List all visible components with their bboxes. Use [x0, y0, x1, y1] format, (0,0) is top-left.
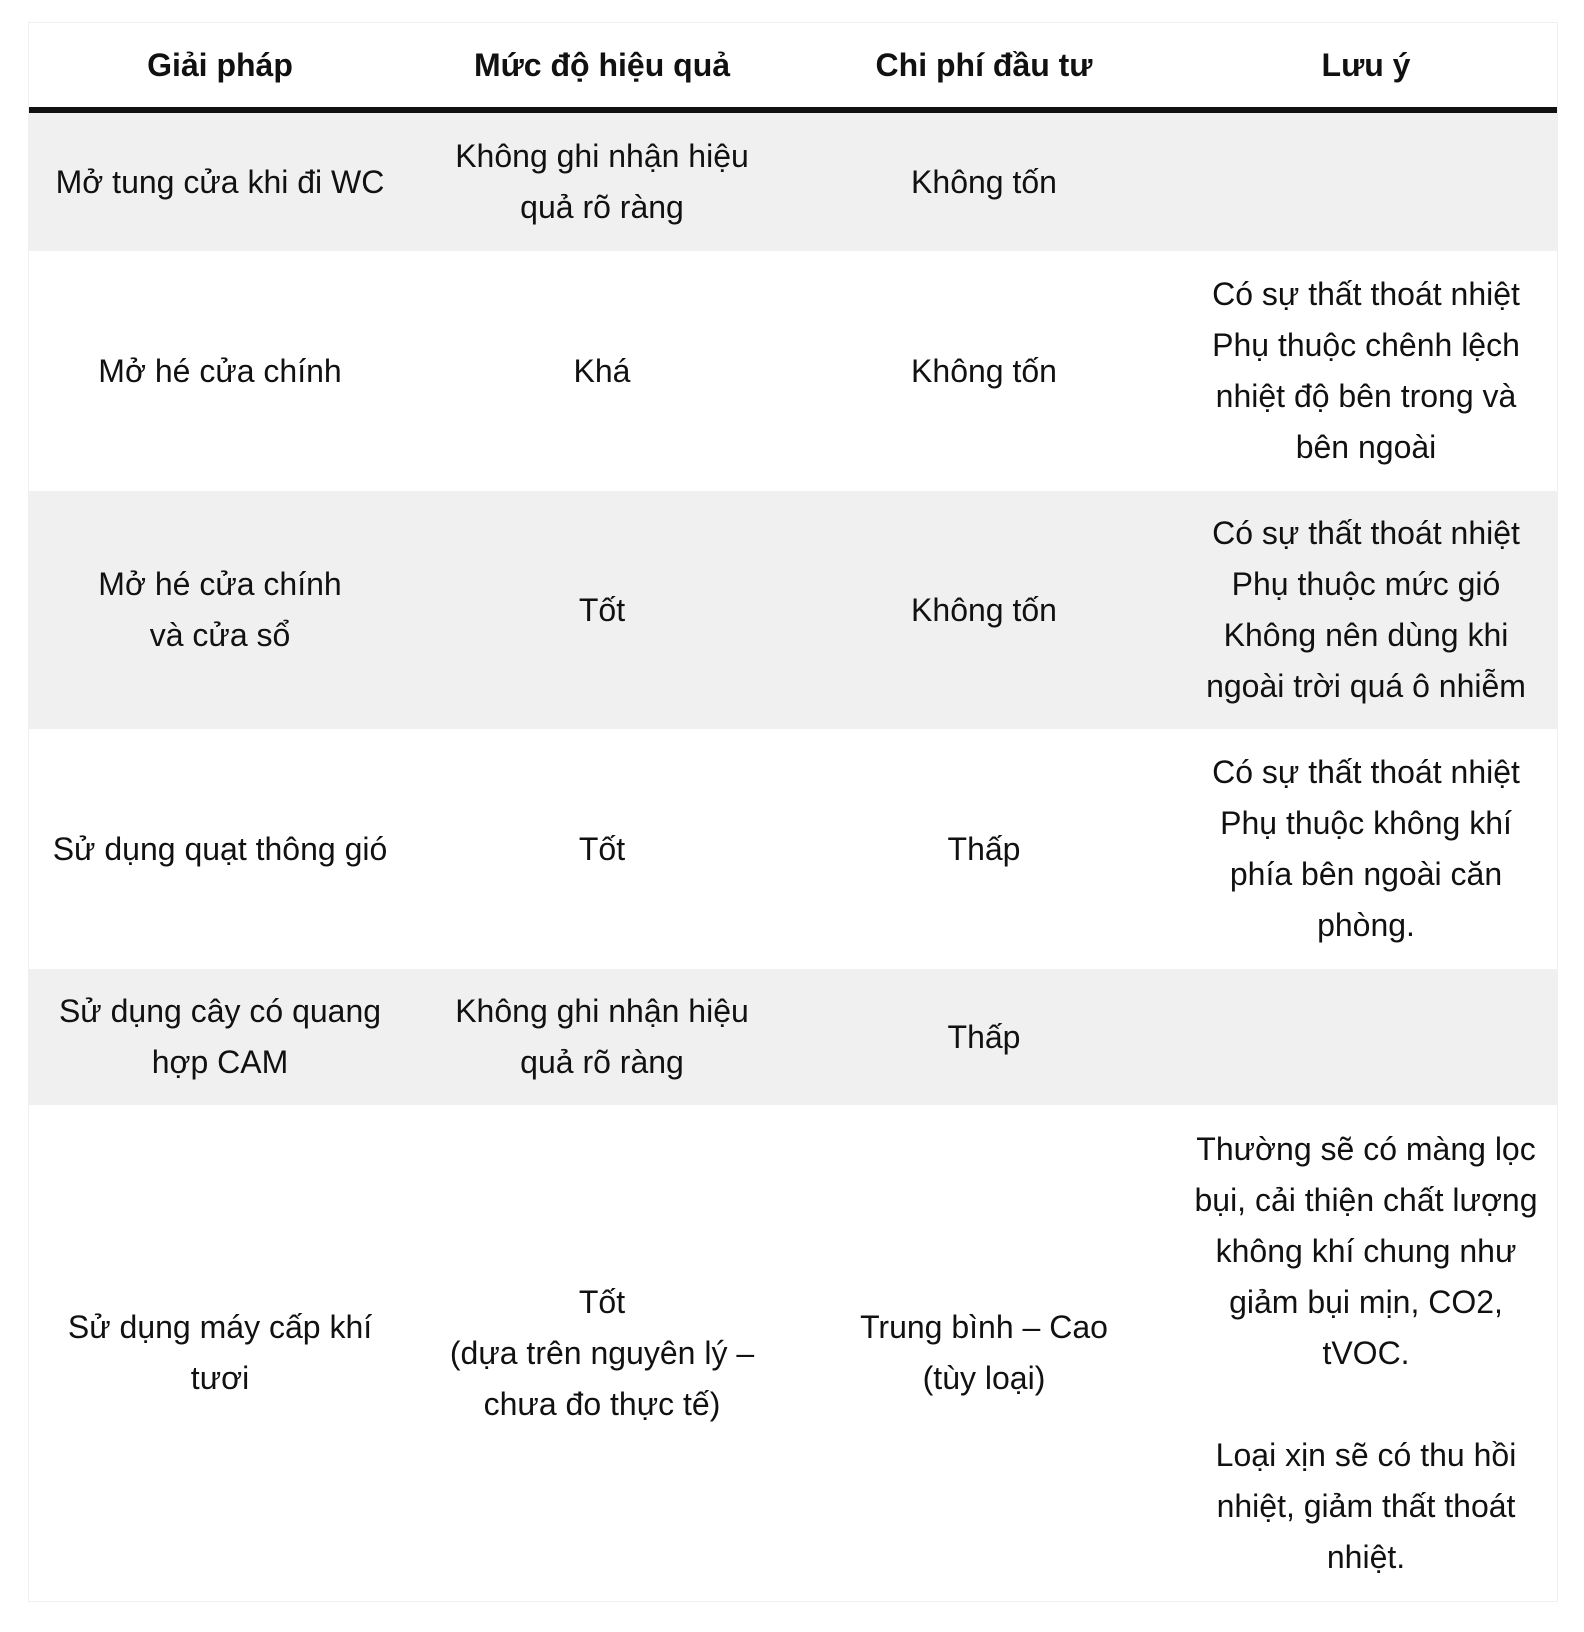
solutions-table	[29, 22, 1557, 1601]
comparison-table	[28, 22, 1558, 1602]
cell-cost: Thấp	[793, 969, 1175, 1105]
header-notes: Lưu ý	[1175, 23, 1557, 111]
table-row	[29, 1105, 1557, 1601]
cell-solution: Sử dụng máy cấp khí tươi	[29, 1105, 411, 1601]
cell-solution: Mở tung cửa khi đi WC	[29, 110, 411, 251]
cell-notes: Thường sẽ có màng lọc bụi, cải thiện chất lượng không khí chung như giảm bụi mịn, CO2, tVOC. Loại xịn sẽ có thu hồi nhiệt, giảm thất thoát nhiệt.	[1175, 1105, 1557, 1601]
table-body	[29, 110, 1557, 1601]
header-solution: Giải pháp	[29, 23, 411, 111]
cell-notes: Có sự thất thoát nhiệt Phụ thuộc mức gió Không nên dùng khi ngoài trời quá ô nhiễm	[1175, 491, 1557, 729]
cell-solution: Mở hé cửa chính và cửa sổ	[29, 491, 411, 729]
header-row	[29, 23, 1557, 111]
cell-cost: Không tốn	[793, 110, 1175, 251]
table-header	[29, 23, 1557, 111]
cell-solution: Sử dụng cây có quang hợp CAM	[29, 969, 411, 1105]
cell-effectiveness: Không ghi nhận hiệu quả rõ ràng	[411, 110, 793, 251]
cell-effectiveness: Không ghi nhận hiệu quả rõ ràng	[411, 969, 793, 1105]
cell-notes	[1175, 110, 1557, 251]
table-row	[29, 491, 1557, 729]
cell-effectiveness: Tốt (dựa trên nguyên lý – chưa đo thực tế)	[411, 1105, 793, 1601]
header-cost: Chi phí đầu tư	[793, 23, 1175, 111]
cell-solution: Sử dụng quạt thông gió	[29, 729, 411, 969]
cell-cost: Không tốn	[793, 251, 1175, 491]
cell-effectiveness: Tốt	[411, 491, 793, 729]
table-row	[29, 110, 1557, 251]
header-effectiveness: Mức độ hiệu quả	[411, 23, 793, 111]
cell-cost: Trung bình – Cao (tùy loại)	[793, 1105, 1175, 1601]
cell-notes: Có sự thất thoát nhiệt Phụ thuộc chênh lệch nhiệt độ bên trong và bên ngoài	[1175, 251, 1557, 491]
table-row	[29, 729, 1557, 969]
cell-effectiveness: Khá	[411, 251, 793, 491]
cell-effectiveness: Tốt	[411, 729, 793, 969]
table-row	[29, 969, 1557, 1105]
cell-cost: Thấp	[793, 729, 1175, 969]
table-row	[29, 251, 1557, 491]
cell-notes: Có sự thất thoát nhiệt Phụ thuộc không khí phía bên ngoài căn phòng.	[1175, 729, 1557, 969]
cell-solution: Mở hé cửa chính	[29, 251, 411, 491]
cell-cost: Không tốn	[793, 491, 1175, 729]
cell-notes	[1175, 969, 1557, 1105]
